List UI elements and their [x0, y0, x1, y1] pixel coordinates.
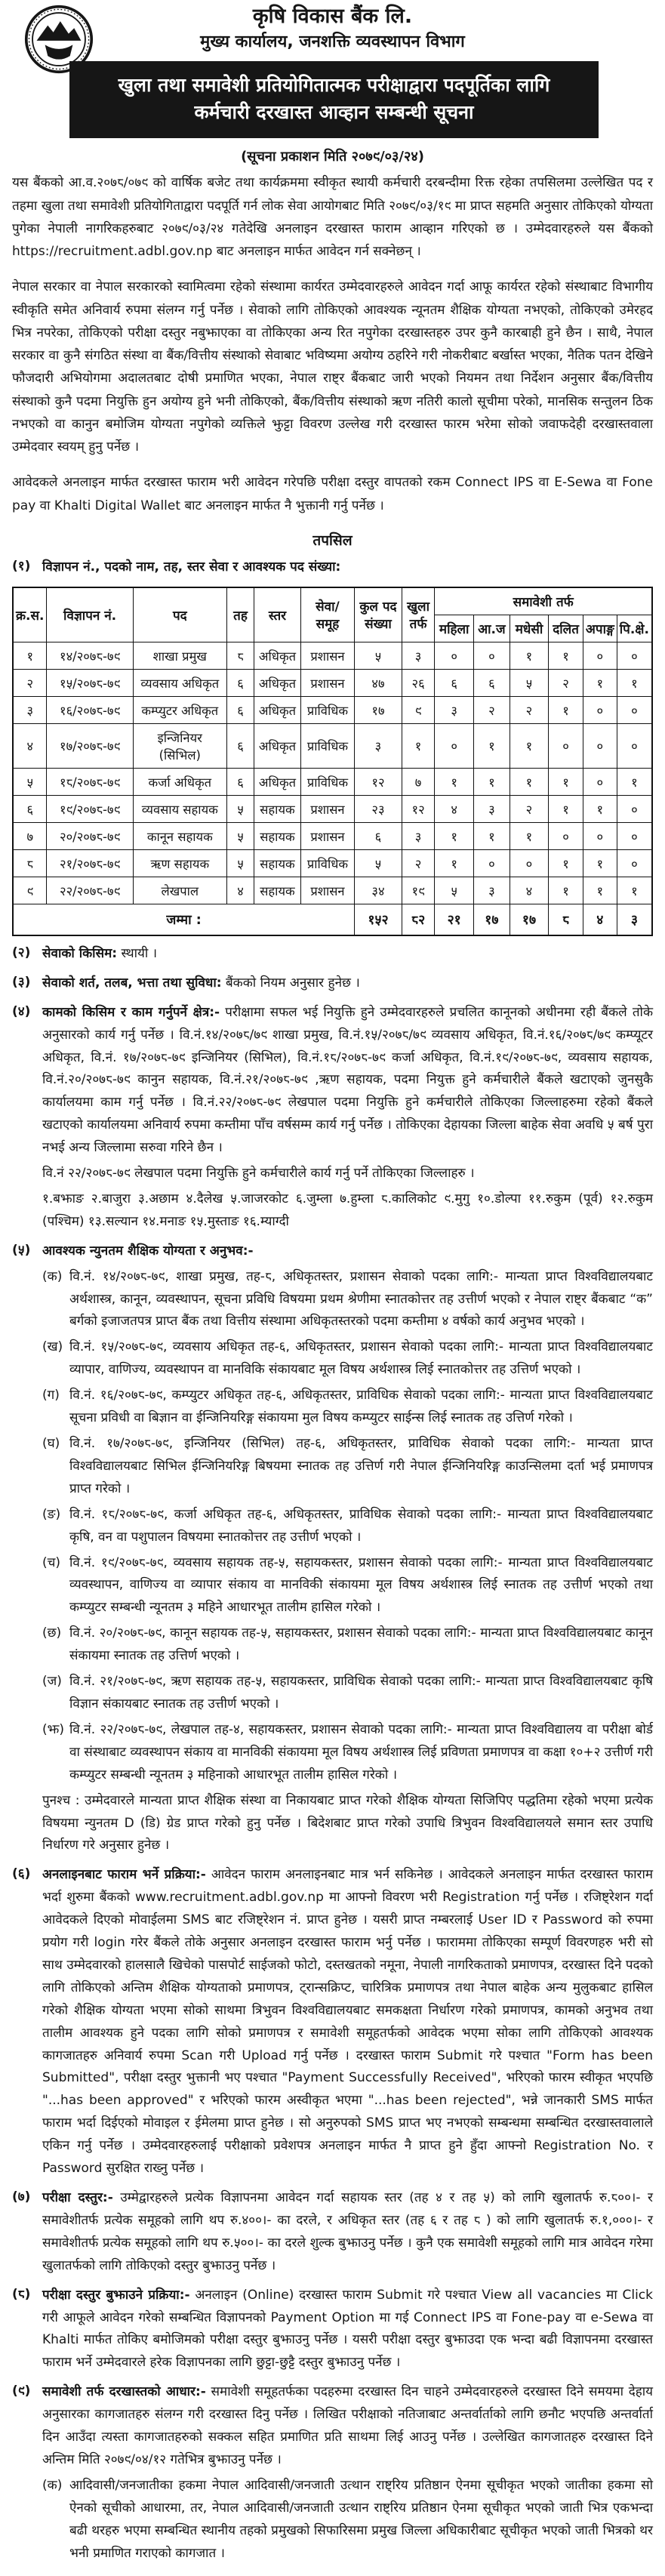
service-cell: प्रशासन — [300, 669, 354, 696]
md-cell: २ — [510, 696, 548, 723]
item-3-title: सेवाको शर्त, तलब, भत्ता तथा सुविधा: — [42, 975, 222, 991]
service-cell: प्राविधिक — [300, 768, 354, 795]
col-post: पद — [133, 587, 226, 642]
item-6-body: आवेदन फाराम अनलाइनबाट मात्र भर्न सकिनेछ । आवेदकले अनलाइन मार्फत दरखास्त फाराम भर्दा शुरुमा बैंकको www.recruitment.adbl.gov.np मा आफ्नो विवरण भरी Registration गर्नु पर्नेछ । रजिष्ट्रेशन गर्दा आवेदकले दिएको मोवाईलमा SMS बाट रजिष्ट्रेशन नं. प्राप्त हुनेछ । यसरी प्राप्त नम्बरलाई User ID र Password को रुपमा प्रयोग गरी login गरेर बैंकले तोके अनुसार अनलाइन दरखास्त फाराम भर्नु पर्नेछ । फाराममा तोकिएका सम्पूर्ण विवरणहरु भरी सो साथ उम्मेदवारको हालसालै खिचेको पासपोर्ट साईजको फोटो, दस्तखतको नमूना, नेपाली नागरिकताको प्रमाणपत्र, दरखास्त दिने पदको लागि तोकिएको अन्तिम शैक्षिक योग्यताको प्रमाणपत्र, ट्रान्सक्रिप्ट, चारित्रिक प्रमाणपत्र तथा नेपाल बाहेक अन्य मुलुकबाट हासिल गरेको शैक्षिक योग्यता भएमा सोको साथमा त्रिभुवन विश्वविद्यालयबाट समकक्षता निर्धारण गरेको प्रमाणपत्र, कामको अनुभव तथा तालीम आवश्यक हुने पदका लागि सोको प्रमाणपत्र र समावेशी समूहतर्फको आवेदक भएमा सोका लागि तोकिएको आवश्यक कागजातहरु अनिवार्य रुपमा Scan गरी Upload गर्नु पर्नेछ । दरखास्त फाराम Submit गरे पश्चात "Form has been Submitted", परीक्षा दस्तुर भुक्तानी भए पश्चात "Payment Successfully Received", भरिएको फारम स्वीकृत भएपछि "...has been approved" र भरिएको फारम अस्वीकृत भएमा "...has been rejected", भन्ने जानकारी SMS मार्फत फाराम भर्दा दिईएको मोवाइल र ईमेलमा प्राप्त हुनेछ । सो अनुरुपको SMS प्राप्त भए नभएको सम्बन्धमा सम्बन्धित दरखास्तवालाले एकिन गर्नु पर्नेछ । उम्मेदवारहरुलाई परीक्षाको प्रवेशपत्र अनलाइन मार्फत नै प्राप्त हुने हुँदा आफ्नो Registration No. र Password सुरक्षित राख्नु पर्नेछ । — [42, 1867, 654, 2177]
col-service: सेवा/ समूह — [300, 587, 354, 642]
pc-cell: ० — [617, 696, 652, 723]
post-cell: कम्प्युटर अधिकृत — [133, 696, 226, 723]
f-cell: ४ — [435, 795, 474, 822]
total-open: ८२ — [402, 904, 435, 935]
item-1-number: (१) — [12, 558, 31, 574]
sub-text: वि.नं. १४/२०७८-७९, शाखा प्रमुख, तह-८, अधिकृतस्तर, प्रशासन सेवाको पदका लागि:- मान्यता प्राप्त विश्वविद्यालयबाट अर्थशास्त्र, कानून, व्यवस्थापन, सूचना प्रविधि विषयमा प्रथम श्रेणीमा स्नातकोत्तर तह उत्तीर्ण भएको र नेपाल राष्ट्र बैंकबाट “क” बर्गको इजाजतपत्र प्राप्त बैंक तथा वित्तीय संस्थामा अधिकृतस्तरको पदमा कम्तीमा ४ वर्षको कार्य अनुभव भएको । — [69, 1268, 653, 1330]
intro-paragraph-2: नेपाल सरकार वा नेपाल सरकारको स्वामित्वमा रहेको संस्थामा कार्यरत उम्मेदवारहरुले आवेदन गर्दा आफू कार्यरत रहेको संस्थाबाट विभागीय स्वीकृति समेत अनिवार्य रुपमा संलग्न गर्नु पर्नेछ । सेवाको लागि तोकिएको आवश्यक न्यूनतम शैक्षिक योग्यता नभएको, तोकिएको उमेरहद भित्र नपरेका, तोकिएको परीक्षा दस्तुर नबुझाएका वा तोकिएका अन्य रित नपुगेका दरखास्तहरु उपर कुनै कारबाही हुने छैन । साथै, नेपाल सरकार वा कुनै संगठित संस्था वा बैंक/वित्तीय संस्थाको सेवाबाट भविष्यमा अयोग्य ठहरिने गरी नोकरीबाट बर्खास्त भएका, नैतिक पतन देखिने फौजदारी अभियोगमा अदालतबाट दोषी प्रमाणित भएका, नेपाल राष्ट्र बैंकबाट जारी भएको नियमन तथा निर्देशन अनुसार बैंक/वित्तीय संस्थाको कुनै पदमा नियुक्ति हुन अयोग्य हुने भनी तोकिएको, बैंक/वित्तीय संस्थाको ऋण नतिरी कालो सूचीमा परेको, मानसिक सन्तुलन ठिक नभएको वा कानुन बमोजिम योग्यता नपुगेको व्यक्तिले झुट्टा विवरण उल्लेख गरी दरखास्त फारम भरेमा सोको जवाफदेही दरखास्तवाला उम्मेदवार स्वयम् हुनु पर्नेछ । — [12, 279, 653, 455]
qualification-item — [42, 1622, 653, 1668]
col-adv-no: विज्ञापन नं. — [47, 587, 133, 642]
f-cell: ० — [435, 642, 474, 669]
inclusive-doc-item — [42, 2475, 653, 2565]
sub-label: (छ) — [42, 1625, 62, 1641]
sn-cell: १ — [13, 642, 47, 669]
sub-text: वि.नं. १५/२०७८-७९, व्यवसाय अधिकृत तह-६, अधिकृतस्तर, प्रशासन सेवाको पदका लागि:- मान्यता प्राप्त विश्वविद्यालयबाट व्यापार, वाणिज्य, व्यवस्थापन वा मानविकि संकायबाट मूल विषय अर्थशास्त्र लिई स्नातकोत्तर तह उत्तिर्ण भएको । — [69, 1339, 653, 1378]
sn-cell: ४ — [13, 723, 47, 768]
sub-label: (ज) — [42, 1674, 62, 1690]
aj-cell: ० — [474, 849, 510, 877]
service-cell: प्राविधिक — [300, 849, 354, 877]
total-row — [13, 904, 652, 935]
total-disabled: ४ — [583, 904, 617, 935]
vacancy-row — [13, 768, 652, 795]
adbl-seal-logo — [24, 5, 94, 74]
item-4-title: कामको किसिम र काम गर्नुपर्ने क्षेत्र:- — [42, 1004, 220, 1020]
md-cell: ४ — [510, 877, 548, 904]
bank-seal-icon — [24, 5, 94, 74]
ap-cell: १ — [583, 849, 617, 877]
dl-cell: १ — [549, 642, 583, 669]
bank-name: कृषि विकास बैंक लि. — [252, 5, 413, 28]
sub-label: (घ) — [42, 1436, 60, 1452]
aj-cell: १ — [474, 768, 510, 795]
dl-cell: ० — [549, 723, 583, 768]
col-sn: क्र.स. — [13, 587, 47, 642]
sub-text: वि.नं. १८/२०७८-७९, कर्जा अधिकृत तह-६, अधिकृतस्तर, प्राविधिक सेवाको पदका लागि:- मान्यता प्राप्त विश्वविद्यालयबाट कृषि, वन वा पशुपालन विषयमा स्नातकोत्तर तह उत्तीर्ण भएको । — [69, 1506, 653, 1545]
adv-cell: १५/२०७८-७९ — [47, 669, 133, 696]
sn-cell: ९ — [13, 877, 47, 904]
open-cell: १९ — [402, 877, 435, 904]
level-cell: ५ — [226, 795, 254, 822]
aj-cell: ३ — [474, 795, 510, 822]
item-4 — [12, 1002, 653, 1234]
item-9-number: (९) — [12, 2383, 31, 2399]
post-cell: व्यवसाय अधिकृत — [133, 669, 226, 696]
sub-label: (ग) — [42, 1388, 60, 1404]
vacancy-row — [13, 669, 652, 696]
qualification-item — [42, 1385, 653, 1430]
pc-cell: १ — [617, 669, 652, 696]
item-1 — [12, 556, 653, 579]
sub-text: वि.नं. १९/२०७८-७९, व्यवसाय सहायक तह-५, सहायकस्तर, प्रशासन सेवाको पदका लागि:- मान्यता प्राप्त विश्वविद्यालयबाट व्यवस्थापन, वाणिज्य वा व्यापार संकाय वा मानविकी संकायमा मूल विषय अर्थशास्त्र लिई स्नातक तह उत्तीर्ण भएको तथा कम्प्युटर सम्बन्धी न्यूनतम ३ महिने आधारभूत तालीम हासिल गरेको । — [69, 1555, 653, 1616]
total-label: जम्मा : — [13, 904, 355, 935]
mountain-icon — [37, 21, 82, 41]
total-madhesi: १७ — [510, 904, 548, 935]
open-cell: २ — [402, 849, 435, 877]
service-cell: प्रशासन — [300, 822, 354, 849]
item-2-body: स्थायी । — [121, 945, 158, 961]
vacancy-table — [12, 587, 653, 936]
item-8 — [12, 2285, 653, 2375]
banner-line-1: खुला तथा समावेशी प्रतियोगितात्मक परीक्षाद्वारा पदपूर्तिका लागि — [118, 73, 550, 96]
grade-cell: अधिकृत — [254, 669, 301, 696]
dl-cell: २ — [549, 669, 583, 696]
dl-cell: १ — [549, 768, 583, 795]
adv-cell: १९/२०७८-७९ — [47, 795, 133, 822]
post-cell: कानून सहायक — [133, 822, 226, 849]
level-cell: ५ — [226, 849, 254, 877]
adv-cell: २०/२०७८-७९ — [47, 822, 133, 849]
total-cell: ३४ — [355, 877, 402, 904]
sn-cell: ५ — [13, 768, 47, 795]
item-9 — [12, 2381, 653, 2565]
service-cell: प्राविधिक — [300, 696, 354, 723]
ap-cell: ० — [583, 642, 617, 669]
grade-cell: अधिकृत — [254, 768, 301, 795]
open-cell: ३ — [402, 822, 435, 849]
total-cell: २३ — [355, 795, 402, 822]
vacancy-row — [13, 877, 652, 904]
post-cell: व्यवसाय सहायक — [133, 795, 226, 822]
banner-line-2: कर्मचारी दरखास्त आव्हान सम्बन्धी सूचना — [194, 101, 474, 124]
dl-cell: १ — [549, 795, 583, 822]
sn-cell: ३ — [13, 696, 47, 723]
grade-cell: अधिकृत — [254, 642, 301, 669]
item-6 — [12, 1864, 653, 2180]
item-5-title: आवश्यक न्युनतम शैक्षिक योग्यता र अनुभव:- — [42, 1243, 254, 1259]
sub-label: (क) — [42, 1268, 63, 1284]
level-cell: ४ — [226, 877, 254, 904]
col-grade: स्तर — [254, 587, 301, 642]
col-madhesi: मधेसी — [510, 615, 548, 642]
total-cell: ४७ — [355, 669, 402, 696]
vacancy-row — [13, 723, 652, 768]
col-inclusive-group: समावेशी तर्फ — [435, 587, 652, 615]
qualification-item — [42, 1719, 653, 1787]
sn-cell: ६ — [13, 795, 47, 822]
f-cell: १ — [435, 768, 474, 795]
grade-cell: सहायक — [254, 795, 301, 822]
open-cell: १ — [402, 723, 435, 768]
sub-text: वि.नं. १६/२०७८-७९, कम्प्युटर अधिकृत तह-६, अधिकृतस्तर, प्राविधिक सेवाको पदका लागि:- मान्यता प्राप्त विश्वविद्यालयबाट सूचना प्रविधी वा बिज्ञान वा ईन्जिनियरिङ्ग संकायमा मुल विषय कम्प्युटर साईन्स लिई स्नातक तह उत्तिर्ण गरेको । — [69, 1388, 653, 1426]
aj-cell: ३ — [474, 877, 510, 904]
qualification-item — [42, 1552, 653, 1620]
adv-cell: २२/२०७८-७९ — [47, 877, 133, 904]
aj-cell: ० — [474, 642, 510, 669]
service-cell: प्रशासन — [300, 642, 354, 669]
qualification-item — [42, 1433, 653, 1501]
item-8-body: अनलाइन (Online) दरखास्त फाराम Submit गरे पश्चात View all vacancies मा Click गरी आफूले आवेदन गरेको सम्बन्धित विज्ञापनको Payment Option मा गई Connect IPS वा Fone-pay वा e-Sewa वा Khalti मार्फत तोकिए बमोजिमको परीक्षा दस्तुर बुझाउनु पर्नेछ । यसरी परीक्षा दस्तुर बुझाउदा एक भन्दा बढी विज्ञापनमा दरखास्त फाराम भर्ने उम्मेदवारले हरेक विज्ञापनका लागि छुट्टा-छुट्टै दस्तुर बुझाउनु पर्नेछ । — [42, 2287, 653, 2371]
service-cell: प्रशासन — [300, 795, 354, 822]
tapasil-heading: तपसिल — [312, 532, 353, 549]
sub-text: वि.नं. २०/२०७८-७९, कानून सहायक तह-५, सहायकस्तर, प्रशासन सेवाको पदका लागि:- मान्यता प्राप्त विश्वविद्यालयबाट कानून संकायमा स्नातक तह उत्तिर्ण भएको । — [69, 1625, 653, 1664]
total-aj: १७ — [474, 904, 510, 935]
pc-cell: १ — [617, 768, 652, 795]
grade-cell: सहायक — [254, 877, 301, 904]
grade-cell: अधिकृत — [254, 696, 301, 723]
adv-cell: १६/२०७८-७९ — [47, 696, 133, 723]
service-cell: प्राविधिक — [300, 723, 354, 768]
vacancy-row — [13, 696, 652, 723]
pc-cell: ० — [617, 723, 652, 768]
qualification-item — [42, 1504, 653, 1549]
col-backward-area: पि.क्षे. — [617, 615, 652, 642]
open-cell: ७ — [402, 768, 435, 795]
dl-cell: ० — [549, 822, 583, 849]
post-cell: लेखपाल — [133, 877, 226, 904]
pc-cell: ० — [617, 642, 652, 669]
sub-text: आदिवासी/जनजातीका हकमा नेपाल आदिवासी/जनजाती उत्थान राष्ट्रिय प्रतिष्ठान ऐनमा सूचीकृत भएको जातीका हकमा सो ऐनको सूचीको आधारमा, तर, नेपाल आदिवासी/जनजाती उत्थान राष्ट्रिय प्रतिष्ठान ऐनमा सूचीकृत भएको जाती भित्र एकभन्दा बढी थरहरु भएमा सम्बन्धित स्थानीय तहको प्रमुखको सिफारिसमा प्रमुख जिल्ला अधिकारीबाट सूचीकृत भएको जाती भित्रको थर भनी प्रमाणित गराएको कागजात । — [69, 2477, 653, 2561]
vacancy-row — [13, 642, 652, 669]
item-4-body: परीक्षामा सफल भई नियुक्ति हुने उम्मेदवारहरुले प्रचलित कानूनको अधीनमा रही बैंकले तोके अनुसारको कार्य गर्नु पर्नेछ । वि.नं.१४/२०७८/७९ शाखा प्रमुख, वि.नं.१५/२०७८/७९ व्यवसाय अधिकृत, वि.नं.१६/२०७८/७९ कम्प्यूटर अधिकृत, वि.नं. १७/२०७८-७९ इन्जिनियर (सिभिल), वि.नं.१८/२०७८-७९ कर्जा अधिकृत, वि.नं.१९/२०७८-७९, व्यवसाय सहायक, वि.नं.२०/२०७८-७९ कानुन सहायक, वि.नं.२१/२०७८-७९ ,ऋण सहायक, पदमा नियुक्त हुने कर्मचारीले बैंकले खटाएको जुनसुकै कार्यालयमा काम गर्नु पर्नेछ । वि.नं.२२/२०७८-७९ लेखपाल पदमा नियुक्ति हुने कर्मचारीले तोकिएका जिल्लाहरुमा रहेको बैंकले खटाएको कार्यालयमा अनिवार्य रुपमा कम्तीमा पाँच वर्षसम्म कार्य गर्नु पर्नेछ । तोकिएका देहायका जिल्ला बाहेक सेवा अवधि ५ बर्ष पुरा नभई अन्य जिल्लामा सरुवा गरिने छैन । — [42, 1004, 654, 1156]
vacancy-row — [13, 822, 652, 849]
item-8-number: (८) — [12, 2286, 31, 2302]
post-cell: ऋण सहायक — [133, 849, 226, 877]
item-6-number: (६) — [12, 1866, 31, 1882]
pc-cell: ० — [617, 795, 652, 822]
ap-cell: ० — [583, 822, 617, 849]
f-cell: ६ — [435, 669, 474, 696]
col-total: कुल पद संख्या — [355, 587, 402, 642]
aj-cell: ६ — [474, 669, 510, 696]
aj-cell: २ — [474, 696, 510, 723]
f-cell: १ — [435, 822, 474, 849]
level-cell: ६ — [226, 768, 254, 795]
total-cell: ६ — [355, 822, 402, 849]
f-cell: ३ — [435, 696, 474, 723]
header — [12, 3, 653, 165]
item-4-districts-list: १.बझाङ २.बाजुरा ३.अछाम ४.दैलेख ५.जाजरकोट ६.जुम्ला ७.हुम्ला ८.कालिकोट ९.मुगु १०.डोल्पा ११.रुकुम (पूर्व) १२.रुकुम (पश्चिम) १३.सल्यान १४.मनाङ १५.मुस्ताङ १६.म्याग्दी — [42, 1191, 653, 1229]
total-female: २१ — [435, 904, 474, 935]
sub-text: वि.नं. २१/२०७८-७९, ऋण सहायक तह-५, सहायकस्तर, प्राविधिक सेवाको पदका लागि:- मान्यता प्राप्त विश्वविद्यालयबाट कृषि विज्ञान संकायबाट स्नातक तह उत्तीर्ण भएको । — [69, 1674, 653, 1712]
sub-label: (क) — [42, 2477, 63, 2493]
ap-cell: १ — [583, 877, 617, 904]
level-cell: ५ — [226, 822, 254, 849]
item-4-districts-intro: वि.नं २२/२०७८-७९ लेखपाल पदमा नियुक्ति हुने कर्मचारीले कार्य गर्नु पर्ने तोकिएका जिल्लाहरु । — [42, 1166, 475, 1182]
intro-paragraph-1: यस बैंकको आ.व.२०७८/०७९ को वार्षिक बजेट तथा कार्यक्रममा स्वीकृत स्थायी कर्मचारी दरबन्दीमा रिक्त रहेका तपसिलमा उल्लेखित पद र तहमा खुला तथा समावेशी प्रतियोगिताद्वारा पदपूर्ति गर्न लोक सेवा आयोगबाट मिति २०७९/०३/१९ मा प्राप्त सहमति अनुसार तोकिएको योग्यता पुगेका नेपाली नागरिकहरुबाट २०७९/०३/२४ गतेदेखि अनलाइन दरखास्त फाराम आव्हान गरिएको छ । उम्मेदवारहरुले यस बैंकको https://recruitment.adbl.gov.np बाट अनलाइन मार्फत आवेदन गर्न सक्नेछन् । — [12, 175, 653, 260]
ap-cell: ० — [583, 696, 617, 723]
total-cell: १७ — [355, 696, 402, 723]
total-backward: ३ — [617, 904, 652, 935]
adv-cell: १७/२०७८-७९ — [47, 723, 133, 768]
open-cell: २६ — [402, 669, 435, 696]
department-name: मुख्य कार्यालय, जनशक्ति व्यवस्थापन विभाग — [200, 32, 465, 52]
col-open: खुला तर्फ — [402, 587, 435, 642]
total-cell: ५ — [355, 849, 402, 877]
item-9-body: समावेशी समूहतर्फका पदहरुमा दरखास्त दिन चाहने उम्मेदवारहरुले दरखास्त दिने समयमा देहाय अनुसारका कागजातहरु संलग्न गरी दरखास्त दिनु पर्नेछ । लिखित परीक्षाको नतिजाबाट अन्तर्वार्ताको लागि छनौट भएपछि अन्तर्वार्ता दिन आउँदा त्यस्ता कागजातहरुको सक्कल सहित प्रमाणित प्रति साथमा लिई आउनु पर्नेछ । उल्लेखित कागजातहरु दरखास्त दिने अन्तिम मिति २०७९/०४/१२ गतेभित्र बुझाउनु पर्नेछ । — [42, 2384, 654, 2467]
open-cell: ९ — [402, 696, 435, 723]
dl-cell: १ — [549, 849, 583, 877]
md-cell: २ — [510, 795, 548, 822]
sub-label: (झ) — [42, 1721, 64, 1737]
sn-cell: २ — [13, 669, 47, 696]
sub-label: (ख) — [42, 1339, 63, 1355]
qualification-item — [42, 1266, 653, 1334]
plough-icon — [45, 45, 73, 59]
md-cell: १ — [510, 768, 548, 795]
total-posts: १५२ — [355, 904, 402, 935]
grade-cell: सहायक — [254, 849, 301, 877]
item-6-title: अनलाइनबाट फाराम भर्ने प्रक्रिया:- — [42, 1867, 206, 1883]
md-cell: १ — [510, 642, 548, 669]
sub-text: वि.नं. १७/२०७८-७९, इन्जिनियर (सिभिल) तह-६, अधिकृतस्तर, प्राविधिक सेवाको पदका लागि:- मान्यता प्राप्त विश्वविद्यालयबाट सिभिल ईन्जिनियरिङ्ग बिषयमा स्नातक तह उत्तिर्ण गरी नेपाल ईन्जिनियरिङ्ग काउन्सिलमा दर्ता भई प्रमाणपत्र प्राप्त गरेको । — [69, 1436, 653, 1496]
notice-title-banner — [69, 61, 599, 139]
sn-cell: ८ — [13, 849, 47, 877]
md-cell: ५ — [510, 669, 548, 696]
grade-cell: अधिकृत — [254, 723, 301, 768]
vacancy-row — [13, 849, 652, 877]
ap-cell: ० — [583, 723, 617, 768]
level-cell: ८ — [226, 642, 254, 669]
pc-cell: ० — [617, 822, 652, 849]
total-cell: ५ — [355, 642, 402, 669]
sub-label: (च) — [42, 1555, 61, 1570]
item-4-number: (४) — [12, 1003, 31, 1019]
dl-cell: १ — [549, 877, 583, 904]
intro-paragraph-3: आवेदकले अनलाइन मार्फत दरखास्त फाराम भरी आवेदन गरेपछि परीक्षा दस्तुर वापतको रकम Connect IPS वा E-Sewa वा Fone pay वा Khalti Digital Wallet बाट अनलाइन मार्फत नै भुक्तानी गर्नु पर्नेछ । — [12, 475, 653, 513]
sn-cell: ७ — [13, 822, 47, 849]
col-adibasi-janajati: आ.ज — [474, 615, 510, 642]
level-cell: ६ — [226, 669, 254, 696]
col-dalit: दलित — [549, 615, 583, 642]
item-5-postscript: पुनश्च : उम्मेदवारले मान्यता प्राप्त शैक्षिक संस्था वा निकायबाट प्राप्त गरेको शैक्षिक योग्यता सिजिपिए पद्धतिमा रहेको भएमा प्रत्येक विषयमा न्युनतम D (डि) ग्रेड प्राप्त गरेको हुनु पर्नेछ । बिदेशबाट प्राप्त गरेको उपाधि त्रिभुवन विश्वविद्यालयले समान स्तर उपाधि निर्धारण गरे अनुसार हुनेछ । — [42, 1792, 653, 1853]
item-9-title: समावेशी तर्फ दरखास्तको आधार:- — [42, 2384, 206, 2400]
aj-cell: १ — [474, 822, 510, 849]
post-cell: शाखा प्रमुख — [133, 642, 226, 669]
ap-cell: ० — [583, 768, 617, 795]
md-cell: १ — [510, 822, 548, 849]
item-7 — [12, 2187, 653, 2278]
f-cell: १ — [435, 849, 474, 877]
notice-page — [6, 0, 659, 2576]
f-cell: ० — [435, 723, 474, 768]
item-3 — [12, 972, 653, 995]
f-cell: ५ — [435, 877, 474, 904]
level-cell: ६ — [226, 696, 254, 723]
level-cell: ६ — [226, 723, 254, 768]
item-2-title: सेवाको किसिम: — [42, 945, 118, 961]
item-3-body: बैंकको नियम अनुसार हुनेछ । — [225, 975, 360, 991]
sub-text: वि.नं. २२/२०७८-७९, लेखपाल तह-४, सहायकस्तर, प्रशासन सेवाको पदका लागि:- मान्यता प्राप्त विश्वविद्यालय वा परीक्षा बोर्ड वा संस्थाबाट व्यवस्थापन संकाय वा मानविकी संकायमा मूल विषय अर्थशास्त्र लिई प्रविणता प्रमाणपत्र वा कक्षा १०+२ उत्तीर्ण गरी कम्प्युटर सम्बन्धी न्यूनतम ३ महिनाको आधारभूत तालीम हासिल गरेको । — [69, 1721, 653, 1783]
adv-cell: १८/२०७८-७९ — [47, 768, 133, 795]
item-7-body: उम्मेद्वारहरुले प्रत्येक विज्ञापनमा आवेदन गर्दा सहायक स्तर (तह ४ र तह ५) को लागि खुलातर्फ रु.८००।- र समावेशीतर्फ प्रत्येक समूहको लागि थप रु.४००।- का दरले, र अधिकृत स्तर (तह ६ र तह ८ ) को लागि खुलातर्फ रु.१,०००।- र समावेशीतर्फ प्रत्येक समूहको लागि थप रु.५००।- का दरले शुल्क बुझाउनु पर्नेछ । कुनै एक समावेशी समूहको लागि मात्र आवेदन गरेमा खुलातर्फको लागि तोकिएको दस्तुर बुझाउनु पर्नेछ । — [42, 2190, 653, 2273]
item-5 — [12, 1240, 653, 1858]
item-8-title: परीक्षा दस्तुर बुझाउने प्रक्रिया:- — [42, 2287, 190, 2303]
qualification-item — [42, 1336, 653, 1382]
vacancy-row — [13, 795, 652, 822]
total-dalit: ८ — [549, 904, 583, 935]
dl-cell: १ — [549, 696, 583, 723]
item-7-title: परीक्षा दस्तुर:- — [42, 2190, 113, 2206]
adv-cell: १४/२०७८-७९ — [47, 642, 133, 669]
col-level: तह — [226, 587, 254, 642]
service-cell: प्रशासन — [300, 877, 354, 904]
col-disabled: अपाङ्ग — [583, 615, 617, 642]
qualification-item — [42, 1671, 653, 1716]
post-cell: इन्जिनियर (सिभिल) — [133, 723, 226, 768]
md-cell: १ — [510, 723, 548, 768]
publish-date: (सूचना प्रकाशन मिति २०७९/०३/२४) — [241, 149, 424, 165]
grade-cell: सहायक — [254, 822, 301, 849]
total-cell: १२ — [355, 768, 402, 795]
pc-cell: ० — [617, 849, 652, 877]
open-cell: ३ — [402, 642, 435, 669]
aj-cell: १ — [474, 723, 510, 768]
item-7-number: (७) — [12, 2189, 31, 2205]
item-3-number: (३) — [12, 974, 31, 990]
item-5-number: (५) — [12, 1242, 31, 1258]
col-female: महिला — [435, 615, 474, 642]
item-1-title: विज्ञापन नं., पदको नाम, तह, स्तर सेवा र आवश्यक पद संख्या: — [42, 559, 341, 575]
sub-label: (ङ) — [42, 1506, 61, 1522]
table-header-row-1 — [13, 587, 652, 615]
ap-cell: १ — [583, 669, 617, 696]
ap-cell: १ — [583, 795, 617, 822]
post-cell: कर्जा अधिकृत — [133, 768, 226, 795]
pc-cell: १ — [617, 877, 652, 904]
open-cell: १२ — [402, 795, 435, 822]
item-2 — [12, 943, 653, 966]
item-2-number: (२) — [12, 944, 31, 960]
total-cell: ३ — [355, 723, 402, 768]
adv-cell: २१/२०७८-७९ — [47, 849, 133, 877]
md-cell: ० — [510, 849, 548, 877]
